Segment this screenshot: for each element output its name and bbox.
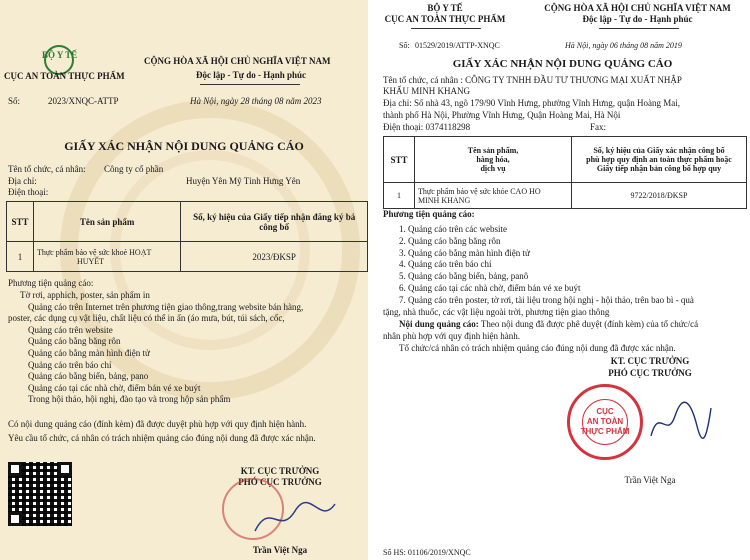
stamp-line-2: AN TOÀN <box>586 417 624 426</box>
number-label: Số: <box>399 41 410 50</box>
signature-icon <box>645 396 715 446</box>
product-table <box>383 136 747 209</box>
media-list <box>8 290 304 406</box>
media-label: Phương tiện quảng cáo: <box>383 209 475 219</box>
responsibility-note: Tổ chức/cá nhân có trách nhiệm quảng cáo đúng nội dung đã được xác nhận. <box>399 343 676 353</box>
header-product-name-line1: Tên sản phẩm, <box>467 146 519 155</box>
header-product-name-line3: dịch vụ <box>480 164 506 173</box>
agency-top: BỘ Y TẾ <box>42 50 78 60</box>
content-label: Nội dung quảng cáo: <box>399 319 479 329</box>
agency-name: CỤC AN TOÀN THỰC PHẨM <box>384 14 506 24</box>
list-item: Tờ rơi, apphich, poster, sản phẩm in <box>20 290 150 300</box>
qr-finder-icon <box>8 512 22 526</box>
signer-title-1: KT. CỤC TRƯỞNG <box>240 466 320 476</box>
content-text: Theo nội dung đã được phê duyệt (đính kèm) của tổ chức/cá <box>478 319 699 329</box>
header-registration-line2: công bố <box>259 221 290 232</box>
signer-title-2: PHÓ CỤC TRƯỞNG <box>238 477 322 487</box>
content-line-2: nhân phù hợp với quy định hiện hành. <box>383 331 521 341</box>
document-title: GIẤY XÁC NHẬN NỘI DUNG QUẢNG CÁO <box>64 139 304 153</box>
table-header-row <box>7 202 368 242</box>
motto-underline <box>599 28 679 29</box>
list-item: poster, các dụng cụ vật liệu, chất liệu có thể in ấn (áo mưa, bút, túi sách, cốc, <box>8 313 285 324</box>
phone-line: Điện thoại: 0374118298 <box>383 122 471 132</box>
right-document <box>375 0 750 560</box>
product-table <box>6 201 368 272</box>
list-item: Quảng cáo trên Internet trên phương tiện giao thông,trang website bán hàng, <box>28 301 304 312</box>
qr-code-icon <box>8 462 72 526</box>
table-row <box>384 183 747 209</box>
list-item: 3. Quảng cáo bằng màn hình điện tử <box>399 247 530 258</box>
hs-number: Số HS: 01106/2019/XNQC <box>383 548 471 557</box>
org-label: Tên tổ chức, cá nhân: <box>8 164 86 174</box>
motto: Độc lập - Tự do - Hạnh phúc <box>582 14 693 24</box>
list-item: Quảng cáo tại các nhà chờ, điểm bán vé xe buýt <box>28 382 201 393</box>
motto-underline <box>200 84 300 85</box>
motto: Độc lập - Tự do - Hạnh phúc <box>196 70 307 80</box>
header-registration-line1: Số, ký hiệu của Giấy xác nhận công bố <box>593 146 725 155</box>
header-product-name <box>415 137 572 183</box>
row-product-name-line1: Thực phẩm bảo vệ sức khỏe CAO HO <box>418 186 541 196</box>
qr-finder-icon <box>58 462 72 476</box>
org-value: Công ty cổ phần <box>104 164 164 174</box>
document-title: GIẤY XÁC NHẬN NỘI DUNG QUẢNG CÁO <box>452 58 673 70</box>
header-product-name: Tên sản phẩm <box>33 202 180 242</box>
address-label: Địa chỉ: <box>8 176 37 186</box>
header-stt: STT <box>7 202 34 242</box>
header-registration-line1: Số, ký hiệu của Giấy tiếp nhận đăng ký bả <box>193 211 356 222</box>
list-item: Quảng cáo trên website <box>28 324 113 335</box>
header-registration <box>181 202 368 242</box>
row-stt: 1 <box>384 183 415 209</box>
stamp-line-3: THỰC PHẨM <box>580 427 630 436</box>
row-product-name <box>33 242 180 272</box>
list-item: 1. Quảng cáo trên các website <box>399 224 507 234</box>
document-number: 01529/2019/ATTP-XNQC <box>415 41 500 50</box>
header-registration <box>572 137 747 183</box>
header-stt: STT <box>384 137 415 183</box>
list-item: Quảng cáo bằng băng rôn <box>28 336 121 347</box>
document-number: 2023/XNQC-ATTP <box>48 96 119 106</box>
header-registration-line2: phù hợp quy định an toàn thực phẩm hoặc <box>586 155 732 164</box>
row-product-name-line1: Thực phẩm bảo vệ sức khoẻ HOẠT <box>36 247 152 257</box>
row-stt: 1 <box>7 242 34 272</box>
address-line-1: Địa chỉ: Số nhà 43, ngõ 179/90 Vĩnh Hưng, phường Vĩnh Hưng, quận Hoàng Mai, <box>383 98 681 108</box>
republic-title: CỘNG HÒA XÃ HỘI CHỦ NGHĨA VIỆT NAM <box>544 3 731 13</box>
signer-title-2: PHÓ CỤC TRƯỞNG <box>608 368 692 378</box>
list-item: tặng, nhà thuốc, các vật liệu ngoài trời, phương tiện giao thông <box>383 306 610 317</box>
agency-underline <box>411 28 481 29</box>
table-row <box>7 242 368 272</box>
signer-name: Trần Việt Nga <box>252 545 308 555</box>
list-item: Quảng cáo trên báo chí <box>28 359 112 370</box>
media-list <box>383 224 694 318</box>
signer-name: Trần Việt Nga <box>624 475 676 485</box>
list-item: Trong hội thảo, hội nghị, đào tạo và trong hộp sản phẩm <box>28 394 231 405</box>
list-item: 7. Quảng cáo trên poster, tờ rơi, tài liệu trong hội nghị - hội thảo, trên bao bì - quà <box>399 294 694 305</box>
content-note: Có nội dung quảng cáo (đính kèm) đã được duyệt phù hợp với quy định hiện hành. <box>8 419 307 429</box>
list-item: Quảng cáo bằng biển, bảng, pano <box>28 371 149 382</box>
fax-label: Fax: <box>590 122 607 132</box>
header-product-name-line2: hàng hóa, <box>476 155 510 164</box>
address-value: Huyện Yên Mỹ Tỉnh Hưng Yên <box>186 176 301 186</box>
republic-title: CỘNG HÒA XÃ HỘI CHỦ NGHĨA VIỆT NAM <box>144 56 331 66</box>
content-line-1 <box>399 319 698 329</box>
qr-finder-icon <box>8 462 22 476</box>
number-label: Số: <box>8 96 21 106</box>
document-date: Hà Nội, ngày 06 tháng 08 năm 2019 <box>565 41 682 50</box>
row-product-name <box>415 183 572 209</box>
row-registration: 2023/ĐKSP <box>181 242 368 272</box>
row-product-name-line2: MINH KHANG <box>418 195 471 205</box>
row-registration: 9722/2018/ĐKSP <box>572 183 747 209</box>
signature-icon <box>250 496 340 540</box>
list-item: 2. Quảng cáo bằng băng rôn <box>399 235 501 246</box>
row-product-name-line2: HUYẾT <box>76 256 105 266</box>
phone-label: Điện thoại: <box>8 187 49 197</box>
request-note: Yêu cầu tổ chức, cá nhân có trách nhiệm quảng cáo đúng nội dung đã được xác nhận. <box>8 433 316 443</box>
signer-title-1: KT. CỤC TRƯỞNG <box>610 356 690 366</box>
list-item: 6. Quảng cáo tại các nhà chờ, điểm bán vé xe buýt <box>399 282 581 293</box>
org-line-2: KHẨU MINH KHANG <box>383 86 470 96</box>
media-label: Phương tiện quảng cáo: <box>8 278 94 288</box>
address-line-2: thành phố Hà Nội, Phường Vĩnh Hưng, Quận Hoàng Mai, Hà Nội <box>383 110 621 120</box>
list-item: Quảng cáo bằng màn hình điện tử <box>28 347 150 358</box>
stamp-line-1: CỤC <box>596 407 614 416</box>
table-header-row <box>384 137 747 183</box>
list-item: 5. Quảng cáo bằng biển, bảng, panô <box>399 271 529 282</box>
document-date: Hà Nội, ngày 28 tháng 08 năm 2023 <box>190 96 322 106</box>
agency-name: CỤC AN TOÀN THỰC PHẨM <box>4 71 125 81</box>
agency-top: BỘ Y TẾ <box>427 3 463 13</box>
left-document <box>0 0 368 560</box>
official-stamp-icon <box>567 384 643 460</box>
org-line-1: Tên tổ chức, cá nhân : CÔNG TY TNHH ĐẦU TƯ THƯƠNG MẠI XUẤT NHẬP <box>383 75 682 85</box>
list-item: 4. Quảng cáo trên báo chí <box>399 259 492 270</box>
header-registration-line3: Giấy tiếp nhận bản công bố hợp quy <box>596 164 722 173</box>
